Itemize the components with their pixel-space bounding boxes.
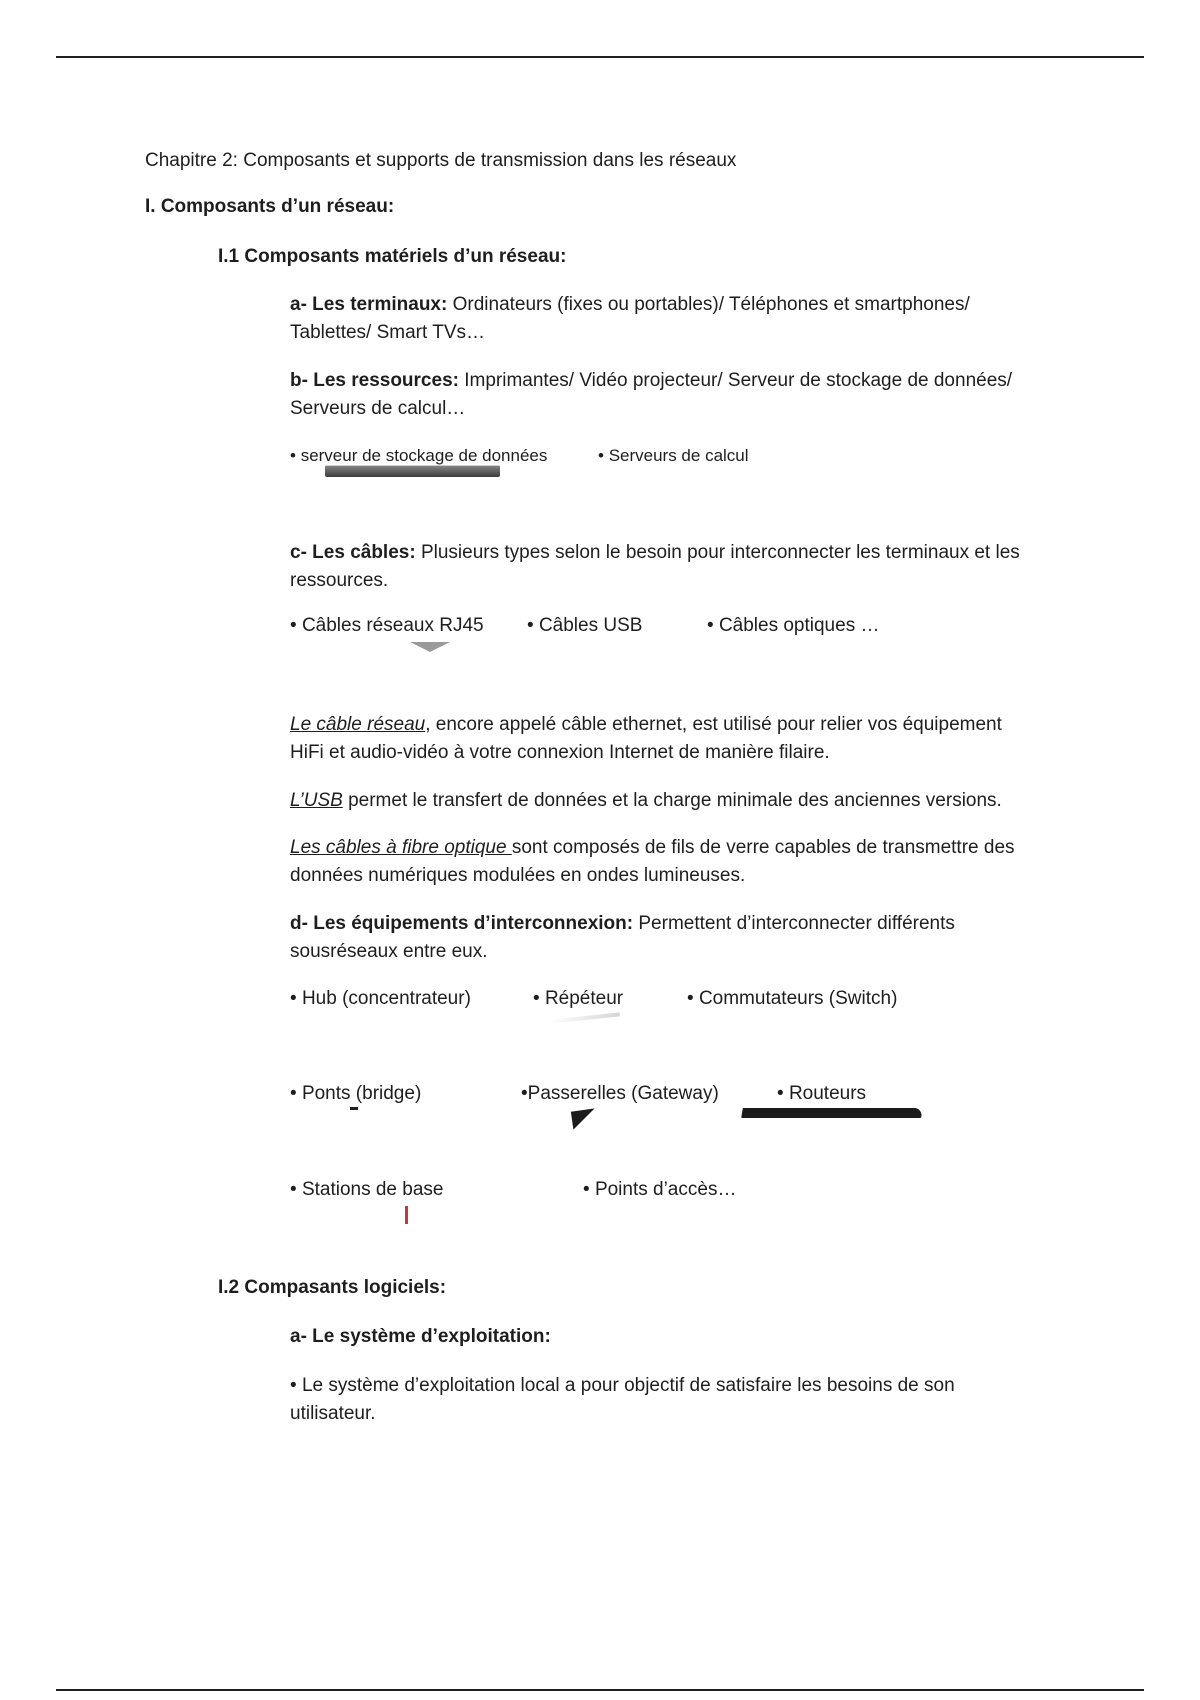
equip-item-access-point: • Points d’accès… xyxy=(583,1179,736,1201)
os-text: • Le système d’exploitation local a pour objectif de satisfaire les besoins de son xyxy=(290,1372,1080,1400)
cable-item-rj45: • Câbles réseaux RJ45 xyxy=(290,615,484,637)
terminaux-text-2: Tablettes/ Smart TVs… xyxy=(290,322,485,343)
cables-text: Plusieurs types selon le besoin pour interconnecter les terminaux et les xyxy=(415,542,1020,563)
equip-item-bridge: • Ponts (bridge) xyxy=(290,1083,421,1105)
equip-item-switch: • Commutateurs (Switch) xyxy=(687,988,897,1010)
rj45-term: Le câble réseau xyxy=(290,714,426,735)
cables-text-2: ressources. xyxy=(290,570,389,591)
cable-item-usb: • Câbles USB xyxy=(527,615,642,637)
usb-text: permet le transfert de données et la charge minimale des anciennes versions. xyxy=(342,790,1002,811)
cables-label: c- Les câbles: xyxy=(290,542,416,563)
base-station-image xyxy=(405,1206,408,1224)
top-rule xyxy=(56,56,1144,58)
rj45-description xyxy=(290,711,1080,767)
equipements-label: d- Les équipements d’interconnexion: xyxy=(290,913,634,934)
rj45-text: , encore appelé câble ethernet, est utilisé pour relier vos équipement xyxy=(425,714,1002,735)
repeater-image xyxy=(550,1012,620,1023)
subsection-heading-software: I.2 Compasants logiciels: xyxy=(218,1277,447,1298)
os-text-2: utilisateur. xyxy=(290,1403,376,1424)
router-image xyxy=(741,1108,923,1118)
os-heading: a- Le système d’exploitation: xyxy=(290,1326,551,1347)
equip-item-hub: • Hub (concentrateur) xyxy=(290,988,471,1010)
ressources-label: b- Les ressources: xyxy=(290,370,459,391)
equip-item-repeater: • Répéteur xyxy=(533,988,623,1010)
os-paragraph xyxy=(290,1372,1080,1428)
equipements-paragraph xyxy=(290,910,1080,966)
terminaux-label: a- Les terminaux: xyxy=(290,294,448,315)
ressources-item-storage: • serveur de stockage de données xyxy=(290,446,547,466)
subsection-heading-hardware: I.1 Composants matériels d’un réseau: xyxy=(218,246,567,267)
equip-item-gateway: • Passerelles (Gateway) xyxy=(521,1083,719,1105)
ressources-text: Imprimantes/ Vidéo projecteur/ Serveur de stockage de données/ xyxy=(458,370,1013,391)
fibre-term: Les câbles à fibre optique xyxy=(290,837,512,858)
fibre-description xyxy=(290,834,1080,890)
ressources-text-2: Serveurs de calcul… xyxy=(290,398,466,419)
chapter-title: Chapitre 2: Composants et supports de transmission dans les réseaux xyxy=(145,150,737,171)
equip-item-base-station: • Stations de base xyxy=(290,1179,443,1201)
section-heading: I. Composants d’un réseau: xyxy=(145,196,395,217)
bottom-rule xyxy=(56,1689,1144,1691)
bridge-image xyxy=(350,1107,358,1110)
equipements-text: Permettent d’interconnecter différents xyxy=(633,913,955,934)
storage-server-image xyxy=(325,465,500,477)
rj45-text-2: HiFi et audio-vidéo à votre connexion Internet de manière filaire. xyxy=(290,742,830,763)
usb-description xyxy=(290,787,1080,815)
cable-item-optic: • Câbles optiques … xyxy=(707,615,879,637)
rj45-cable-image xyxy=(410,642,450,652)
terminaux-paragraph xyxy=(290,291,1080,347)
cables-paragraph xyxy=(290,539,1080,595)
gateway-image xyxy=(571,1108,597,1129)
usb-term: L’USB xyxy=(290,790,343,811)
ressources-paragraph xyxy=(290,367,1080,423)
equipements-text-2: sousréseaux entre eux. xyxy=(290,941,488,962)
equip-item-router: • Routeurs xyxy=(777,1083,866,1105)
terminaux-text: Ordinateurs (fixes ou portables)/ Téléphones et smartphones/ xyxy=(447,294,970,315)
ressources-item-compute: • Serveurs de calcul xyxy=(598,446,749,466)
fibre-text-2: données numériques modulées en ondes lumineuses. xyxy=(290,865,746,886)
fibre-text: sont composés de fils de verre capables de transmettre des xyxy=(511,837,1015,858)
